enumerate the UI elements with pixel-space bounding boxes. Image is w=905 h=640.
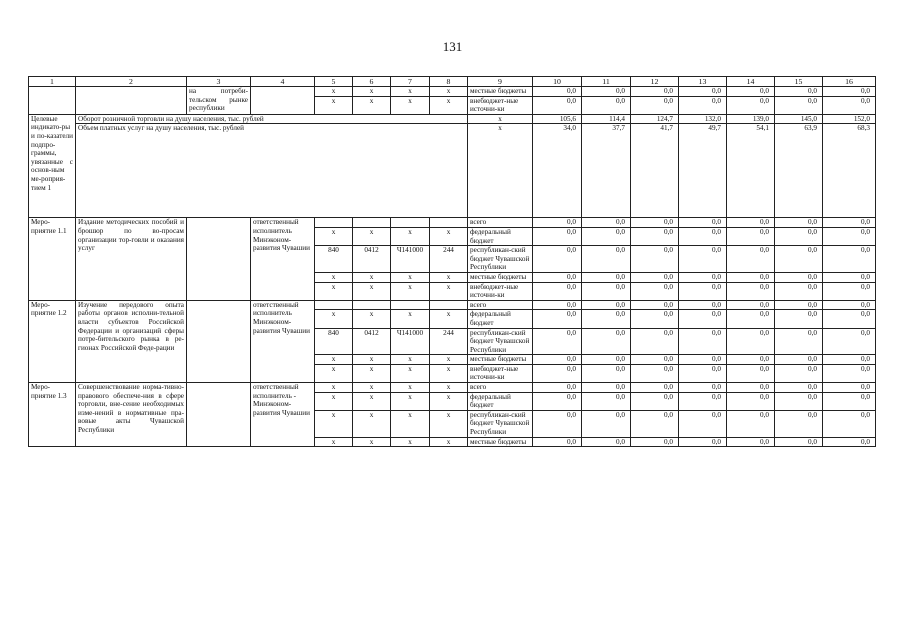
indicator-value-cell: 34,0 (533, 124, 582, 218)
budget-code-cell: x (353, 410, 391, 437)
executor-cell: ответственный исполнитель Минэконом-развития Чувашии (251, 218, 315, 300)
year-value-cell: 0,0 (823, 300, 876, 310)
year-value-cell: 0,0 (582, 355, 631, 365)
budget-code-cell (353, 218, 391, 228)
column-number: 12 (631, 77, 679, 87)
year-value-cell: 0,0 (679, 328, 727, 355)
year-value-cell: 0,0 (727, 410, 775, 437)
budget-code-cell: x (391, 437, 430, 447)
event-name-cell: Изучение передового опыта работы органов исполни-тельной власти субъектов Российской Федерации и организаций сферы потре-бительского рынка в ре-гионах Российской Феде-рации (76, 300, 187, 382)
year-value-cell: 0,0 (823, 437, 876, 447)
year-value-cell: 0,0 (582, 310, 631, 328)
funding-source-cell: республикан-ский бюджет Чувашской Республики (468, 246, 533, 273)
budget-code-cell: Ч141000 (391, 246, 430, 273)
column-number: 2 (76, 77, 187, 87)
year-value-cell: 0,0 (823, 227, 876, 245)
budget-code-cell: x (315, 227, 353, 245)
event-label-cell: Меро-приятие 1.3 (29, 383, 76, 447)
year-value-cell: 0,0 (631, 328, 679, 355)
page-number: 131 (442, 39, 463, 54)
budget-code-cell: x (353, 364, 391, 382)
year-value-cell: 0,0 (727, 87, 775, 97)
indicator-name-cell: Объем платных услуг на душу населения, тыс. рублей (76, 124, 468, 218)
funding-source-cell: республикан-ский бюджет Чувашской Республики (468, 410, 533, 437)
year-value-cell: 0,0 (823, 87, 876, 97)
budget-code-cell: x (391, 383, 430, 393)
funding-source-cell: республикан-ский бюджет Чувашской Республики (468, 328, 533, 355)
budget-code-cell: x (430, 310, 468, 328)
budget-code-cell: x (430, 355, 468, 365)
year-value-cell: 0,0 (775, 437, 823, 447)
year-value-cell: 0,0 (679, 410, 727, 437)
funding-source-cell: внебюджет-ные источни-ки (468, 282, 533, 300)
budget-code-cell: 0412 (353, 246, 391, 273)
year-value-cell: 0,0 (631, 218, 679, 228)
year-value-cell: 0,0 (679, 310, 727, 328)
budget-code-cell: x (391, 87, 430, 97)
budget-code-cell: x (391, 310, 430, 328)
year-value-cell: 0,0 (679, 282, 727, 300)
year-value-cell: 0,0 (582, 246, 631, 273)
budget-code-cell: x (430, 282, 468, 300)
year-value-cell: 0,0 (775, 300, 823, 310)
budget-code-cell (391, 218, 430, 228)
year-value-cell: 0,0 (631, 364, 679, 382)
year-value-cell: 0,0 (823, 272, 876, 282)
indicators-label-cell: Целевые индикато-ры и по-казатели подпро-граммы, увязанные с основ-ным ме-роприя-тием 1 (29, 114, 76, 218)
funding-row (29, 218, 876, 228)
year-value-cell: 0,0 (679, 272, 727, 282)
empty-cell (29, 87, 76, 115)
budget-code-cell: x (315, 410, 353, 437)
budget-code-cell: x (315, 355, 353, 365)
year-value-cell: 0,0 (679, 218, 727, 228)
empty-cell (76, 87, 187, 115)
year-value-cell: 0,0 (631, 272, 679, 282)
indicator-value-cell: 41,7 (631, 124, 679, 218)
column-number: 8 (430, 77, 468, 87)
indicator-value-cell: 49,7 (679, 124, 727, 218)
year-value-cell: 0,0 (533, 282, 582, 300)
funding-source-cell: внебюджет-ные источни-ки (468, 96, 533, 114)
budget-code-cell (315, 300, 353, 310)
year-value-cell: 0,0 (775, 392, 823, 410)
budget-code-cell: x (315, 364, 353, 382)
budget-code-cell: x (315, 392, 353, 410)
column-number: 15 (775, 77, 823, 87)
table-row (29, 87, 876, 97)
year-value-cell: 0,0 (823, 218, 876, 228)
year-value-cell: 0,0 (631, 87, 679, 97)
year-value-cell: 0,0 (631, 246, 679, 273)
year-value-cell: 0,0 (631, 310, 679, 328)
year-value-cell: 0,0 (775, 310, 823, 328)
budget-code-cell (315, 218, 353, 228)
year-value-cell: 0,0 (533, 272, 582, 282)
funding-source-cell: федеральный бюджет (468, 310, 533, 328)
year-value-cell: 0,0 (823, 328, 876, 355)
budget-code-cell: x (315, 383, 353, 393)
year-value-cell: 0,0 (533, 437, 582, 447)
budget-code-cell: x (430, 392, 468, 410)
year-value-cell: 0,0 (631, 392, 679, 410)
funding-source-cell: всего (468, 218, 533, 228)
year-value-cell: 0,0 (823, 383, 876, 393)
budget-code-cell: x (353, 392, 391, 410)
year-value-cell: 0,0 (582, 282, 631, 300)
funding-row (29, 383, 876, 393)
year-value-cell: 0,0 (775, 96, 823, 114)
year-value-cell: 0,0 (533, 96, 582, 114)
budget-code-cell: x (391, 282, 430, 300)
year-value-cell: 0,0 (679, 383, 727, 393)
budget-code-cell: x (315, 310, 353, 328)
task-description-cell: на потреби-тельском рынке республики (187, 87, 251, 115)
budget-code-cell: x (315, 96, 353, 114)
year-value-cell: 0,0 (775, 227, 823, 245)
year-value-cell: 0,0 (727, 227, 775, 245)
budget-code-cell (430, 218, 468, 228)
funding-row (29, 300, 876, 310)
year-value-cell: 0,0 (533, 300, 582, 310)
column-number: 16 (823, 77, 876, 87)
year-value-cell: 0,0 (533, 355, 582, 365)
event-name-cell: Издание методических пособий и брошюр по во-просам организации тор-говли и оказания услуг (76, 218, 187, 300)
year-value-cell: 0,0 (727, 437, 775, 447)
year-value-cell: 0,0 (727, 310, 775, 328)
budget-code-cell: x (391, 364, 430, 382)
year-value-cell: 0,0 (823, 364, 876, 382)
indicator-value-cell: 152,0 (823, 114, 876, 124)
indicator-mark-cell: x (468, 124, 533, 218)
budget-code-cell: x (353, 96, 391, 114)
column-number: 3 (187, 77, 251, 87)
year-value-cell: 0,0 (582, 227, 631, 245)
year-value-cell: 0,0 (679, 87, 727, 97)
year-value-cell: 0,0 (582, 272, 631, 282)
year-value-cell: 0,0 (631, 300, 679, 310)
column-number: 4 (251, 77, 315, 87)
budget-code-cell: x (315, 282, 353, 300)
funding-source-cell: местные бюджеты (468, 437, 533, 447)
year-value-cell: 0,0 (679, 392, 727, 410)
year-value-cell: 0,0 (631, 410, 679, 437)
year-value-cell: 0,0 (775, 282, 823, 300)
executor-cell: ответственный исполнитель Минэконом-развития Чувашии (251, 300, 315, 382)
year-value-cell: 0,0 (582, 392, 631, 410)
year-value-cell: 0,0 (631, 383, 679, 393)
year-value-cell: 0,0 (533, 246, 582, 273)
year-value-cell: 0,0 (533, 328, 582, 355)
year-value-cell: 0,0 (727, 218, 775, 228)
budget-code-cell: x (353, 282, 391, 300)
indicator-value-cell: 114,4 (582, 114, 631, 124)
year-value-cell: 0,0 (727, 272, 775, 282)
budget-code-cell: x (391, 392, 430, 410)
year-value-cell: 0,0 (679, 227, 727, 245)
budget-code-cell: 0412 (353, 328, 391, 355)
year-value-cell: 0,0 (582, 328, 631, 355)
budget-code-cell: x (391, 227, 430, 245)
budget-code-cell: x (315, 437, 353, 447)
year-value-cell: 0,0 (823, 392, 876, 410)
year-value-cell: 0,0 (679, 355, 727, 365)
budget-code-cell (391, 300, 430, 310)
year-value-cell: 0,0 (631, 96, 679, 114)
funding-source-cell: всего (468, 383, 533, 393)
year-value-cell: 0,0 (775, 410, 823, 437)
indicator-value-cell: 132,0 (679, 114, 727, 124)
year-value-cell: 0,0 (533, 227, 582, 245)
year-value-cell: 0,0 (631, 355, 679, 365)
budget-code-cell: x (353, 310, 391, 328)
budget-code-cell: 244 (430, 246, 468, 273)
funding-source-cell: местные бюджеты (468, 272, 533, 282)
year-value-cell: 0,0 (679, 364, 727, 382)
indicator-value-cell: 145,0 (775, 114, 823, 124)
budget-code-cell: x (391, 96, 430, 114)
budget-code-cell: x (430, 410, 468, 437)
event-label-cell: Меро-приятие 1.1 (29, 218, 76, 300)
year-value-cell: 0,0 (679, 246, 727, 273)
column-number: 1 (29, 77, 76, 87)
column-number: 7 (391, 77, 430, 87)
year-value-cell: 0,0 (727, 282, 775, 300)
column-number: 13 (679, 77, 727, 87)
budget-code-cell (353, 300, 391, 310)
empty-cell (187, 300, 251, 382)
budget-code-cell: x (430, 437, 468, 447)
indicator-row (29, 124, 876, 218)
year-value-cell: 0,0 (582, 437, 631, 447)
budget-code-cell: x (353, 383, 391, 393)
year-value-cell: 0,0 (727, 328, 775, 355)
empty-cell (251, 87, 315, 115)
empty-cell (187, 218, 251, 300)
budget-code-cell: x (391, 355, 430, 365)
year-value-cell: 0,0 (775, 87, 823, 97)
column-number: 10 (533, 77, 582, 87)
event-label-cell: Меро-приятие 1.2 (29, 300, 76, 382)
year-value-cell: 0,0 (533, 364, 582, 382)
budget-code-cell: x (315, 87, 353, 97)
budget-code-cell: x (391, 272, 430, 282)
indicator-value-cell: 37,7 (582, 124, 631, 218)
year-value-cell: 0,0 (823, 246, 876, 273)
indicator-value-cell: 54,1 (727, 124, 775, 218)
year-value-cell: 0,0 (631, 437, 679, 447)
table-body (29, 77, 876, 447)
funding-source-cell: местные бюджеты (468, 87, 533, 97)
year-value-cell: 0,0 (727, 392, 775, 410)
year-value-cell: 0,0 (533, 87, 582, 97)
year-value-cell: 0,0 (582, 383, 631, 393)
empty-cell (187, 383, 251, 447)
column-number-row (29, 77, 876, 87)
year-value-cell: 0,0 (533, 410, 582, 437)
column-number: 5 (315, 77, 353, 87)
funding-source-cell: федеральный бюджет (468, 227, 533, 245)
column-number: 11 (582, 77, 631, 87)
indicator-value-cell: 124,7 (631, 114, 679, 124)
column-number: 9 (468, 77, 533, 87)
budget-code-cell (430, 300, 468, 310)
year-value-cell: 0,0 (582, 218, 631, 228)
budget-code-cell: x (430, 87, 468, 97)
year-value-cell: 0,0 (582, 364, 631, 382)
budget-code-cell: x (353, 227, 391, 245)
year-value-cell: 0,0 (679, 300, 727, 310)
year-value-cell: 0,0 (823, 282, 876, 300)
budget-code-cell: x (430, 227, 468, 245)
year-value-cell: 0,0 (775, 218, 823, 228)
year-value-cell: 0,0 (679, 96, 727, 114)
budget-code-cell: x (391, 410, 430, 437)
budget-code-cell: x (430, 364, 468, 382)
column-number: 14 (727, 77, 775, 87)
year-value-cell: 0,0 (775, 383, 823, 393)
indicator-value-cell: 63,9 (775, 124, 823, 218)
column-number: 6 (353, 77, 391, 87)
year-value-cell: 0,0 (775, 328, 823, 355)
year-value-cell: 0,0 (727, 96, 775, 114)
year-value-cell: 0,0 (727, 300, 775, 310)
indicator-value-cell: 139,0 (727, 114, 775, 124)
year-value-cell: 0,0 (533, 218, 582, 228)
program-table (28, 76, 876, 447)
year-value-cell: 0,0 (727, 364, 775, 382)
year-value-cell: 0,0 (775, 355, 823, 365)
year-value-cell: 0,0 (679, 437, 727, 447)
year-value-cell: 0,0 (775, 364, 823, 382)
budget-code-cell: x (353, 87, 391, 97)
year-value-cell: 0,0 (631, 282, 679, 300)
year-value-cell: 0,0 (775, 246, 823, 273)
executor-cell: ответственный исполнитель - Минэконом-развития Чувашии (251, 383, 315, 447)
budget-code-cell: 244 (430, 328, 468, 355)
budget-code-cell: 840 (315, 246, 353, 273)
year-value-cell: 0,0 (582, 410, 631, 437)
year-value-cell: 0,0 (582, 87, 631, 97)
year-value-cell: 0,0 (775, 272, 823, 282)
budget-code-cell: x (430, 272, 468, 282)
year-value-cell: 0,0 (823, 96, 876, 114)
funding-source-cell: внебюджет-ные источни-ки (468, 364, 533, 382)
indicator-name-cell: Оборот розничной торговли на душу населения, тыс. рублей (76, 114, 468, 124)
funding-source-cell: федеральный бюджет (468, 392, 533, 410)
year-value-cell: 0,0 (533, 392, 582, 410)
funding-source-cell: всего (468, 300, 533, 310)
funding-source-cell: местные бюджеты (468, 355, 533, 365)
year-value-cell: 0,0 (727, 383, 775, 393)
year-value-cell: 0,0 (727, 355, 775, 365)
budget-code-cell: x (353, 355, 391, 365)
budget-code-cell: x (353, 272, 391, 282)
year-value-cell: 0,0 (823, 310, 876, 328)
budget-code-cell: x (430, 96, 468, 114)
indicator-mark-cell: x (468, 114, 533, 124)
budget-code-cell: Ч141000 (391, 328, 430, 355)
year-value-cell: 0,0 (823, 355, 876, 365)
indicator-value-cell: 105,6 (533, 114, 582, 124)
year-value-cell: 0,0 (631, 227, 679, 245)
budget-code-cell: 840 (315, 328, 353, 355)
event-name-cell: Совершенствование норма-тивно-правового обеспече-ния в сфере торговли, вне-сение необходимых изме-нений в нормативные пра-вовые акты Чувашской Республики (76, 383, 187, 447)
indicator-row (29, 114, 876, 124)
year-value-cell: 0,0 (533, 383, 582, 393)
year-value-cell: 0,0 (727, 246, 775, 273)
year-value-cell: 0,0 (582, 96, 631, 114)
budget-code-cell: x (353, 437, 391, 447)
year-value-cell: 0,0 (823, 410, 876, 437)
year-value-cell: 0,0 (582, 300, 631, 310)
budget-code-cell: x (430, 383, 468, 393)
year-value-cell: 0,0 (533, 310, 582, 328)
budget-code-cell: x (315, 272, 353, 282)
indicator-value-cell: 68,3 (823, 124, 876, 218)
